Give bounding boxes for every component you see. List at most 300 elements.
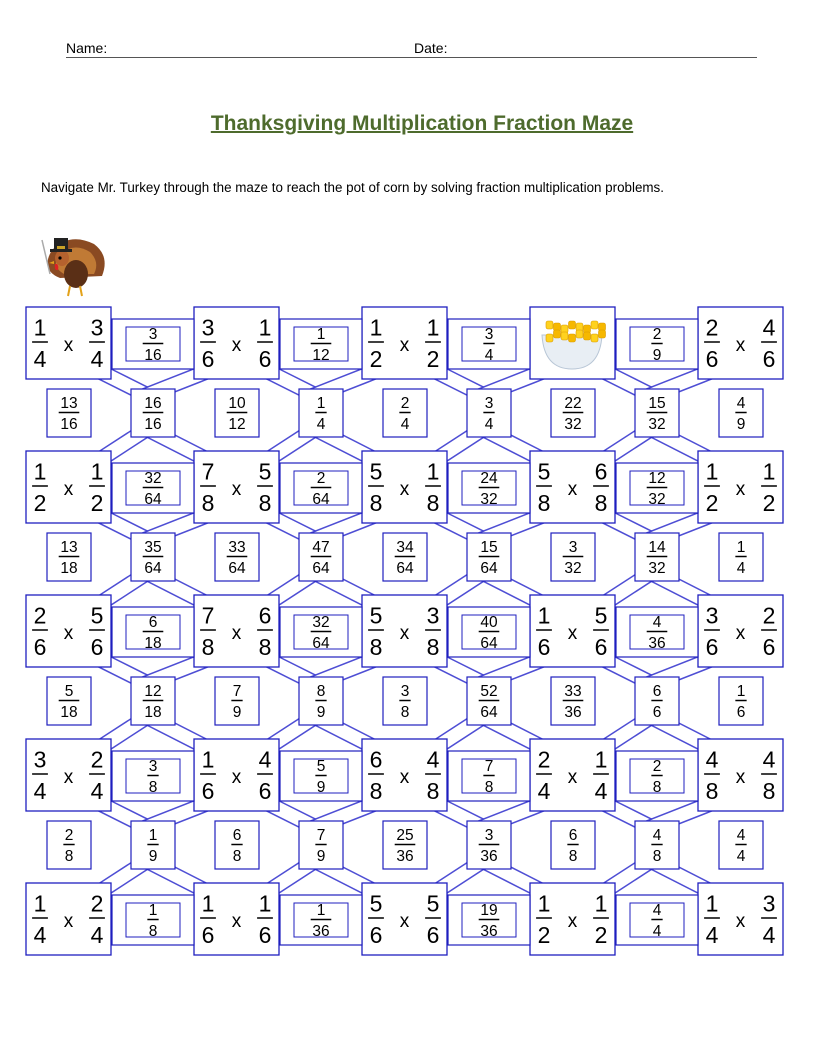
fraction-denominator: 6	[201, 778, 215, 804]
fraction-numerator: 5	[369, 458, 383, 485]
answer-cell	[131, 533, 175, 581]
fraction-numerator: 4	[652, 902, 662, 920]
fraction-numerator: 5	[426, 890, 440, 917]
times-operator: x	[567, 911, 578, 932]
fraction-denominator: 6	[369, 922, 383, 948]
fraction-numerator: 3	[484, 827, 494, 845]
fraction-numerator: 3	[400, 683, 410, 701]
fraction-denominator: 4	[33, 922, 47, 948]
fraction-numerator: 4	[762, 746, 776, 773]
fraction-numerator: 2	[652, 758, 662, 776]
problem-cell	[362, 307, 447, 379]
fraction-numerator: 2	[90, 890, 104, 917]
answer-cell	[215, 533, 259, 581]
fraction-denominator: 32	[564, 560, 582, 577]
fraction-numerator: 1	[201, 890, 215, 917]
fraction-numerator: 12	[144, 683, 162, 701]
fraction-denominator: 6	[201, 346, 215, 372]
fraction-numerator: 34	[396, 539, 414, 557]
fraction-numerator: 4	[426, 746, 440, 773]
times-operator: x	[399, 911, 410, 932]
fraction-numerator: 13	[60, 395, 78, 413]
fraction-denominator: 6	[90, 634, 104, 660]
times-operator: x	[735, 767, 746, 788]
problem-cell	[362, 883, 447, 955]
fraction-denominator: 64	[312, 635, 330, 652]
fraction-numerator: 4	[652, 614, 662, 632]
times-operator: x	[231, 911, 242, 932]
fraction-numerator: 5	[369, 890, 383, 917]
fraction-denominator: 8	[64, 848, 74, 865]
answer-cell	[131, 389, 175, 437]
times-operator: x	[231, 479, 242, 500]
fraction-denominator: 8	[484, 779, 494, 796]
fraction-denominator: 36	[648, 635, 666, 652]
fraction-numerator: 1	[148, 902, 158, 920]
answer-cell	[635, 533, 679, 581]
fraction-numerator: 6	[652, 683, 662, 701]
times-operator: x	[399, 479, 410, 500]
problem-cell	[26, 451, 111, 523]
fraction-numerator: 2	[90, 746, 104, 773]
answer-cell	[616, 463, 698, 513]
problem-cell	[698, 739, 783, 811]
fraction-denominator: 4	[90, 346, 104, 372]
fraction-denominator: 4	[652, 923, 662, 940]
answer-cell	[280, 895, 362, 945]
answer-cell	[448, 751, 530, 801]
fraction-numerator: 1	[762, 458, 776, 485]
fraction-numerator: 6	[148, 614, 158, 632]
fraction-numerator: 1	[258, 890, 272, 917]
fraction-numerator: 47	[312, 539, 330, 557]
fraction-denominator: 8	[258, 490, 272, 516]
fraction-numerator: 6	[568, 827, 578, 845]
fraction-denominator: 4	[484, 347, 494, 364]
fraction-numerator: 8	[316, 683, 326, 701]
fraction-numerator: 3	[762, 890, 776, 917]
fraction-denominator: 6	[705, 346, 719, 372]
fraction-numerator: 3	[201, 314, 215, 341]
fraction-numerator: 3	[148, 326, 158, 344]
fraction-denominator: 32	[480, 491, 498, 508]
fraction-numerator: 15	[648, 395, 666, 413]
fraction-numerator: 2	[400, 395, 410, 413]
fraction-denominator: 18	[144, 635, 162, 652]
answer-cell	[635, 389, 679, 437]
fraction-denominator: 64	[144, 560, 162, 577]
fraction-numerator: 35	[144, 539, 162, 557]
fraction-numerator: 1	[537, 602, 551, 629]
fraction-denominator: 2	[537, 922, 551, 948]
fraction-numerator: 1	[33, 314, 47, 341]
fraction-denominator: 4	[33, 778, 47, 804]
times-operator: x	[735, 623, 746, 644]
fraction-denominator: 4	[484, 416, 494, 433]
times-operator: x	[63, 767, 74, 788]
fraction-numerator: 1	[316, 326, 326, 344]
fraction-denominator: 18	[144, 704, 162, 721]
times-operator: x	[735, 479, 746, 500]
fraction-numerator: 3	[484, 395, 494, 413]
answer-cell	[112, 895, 194, 945]
fraction-denominator: 8	[258, 634, 272, 660]
problem-cell	[698, 883, 783, 955]
fraction-numerator: 1	[258, 314, 272, 341]
fraction-denominator: 8	[652, 848, 662, 865]
fraction-numerator: 2	[33, 602, 47, 629]
times-operator: x	[231, 767, 242, 788]
problem-cell	[194, 883, 279, 955]
fraction-denominator: 8	[594, 490, 608, 516]
answer-cell	[280, 607, 362, 657]
answer-cell	[551, 677, 595, 725]
problem-cell	[26, 595, 111, 667]
answer-cell	[551, 389, 595, 437]
fraction-numerator: 3	[33, 746, 47, 773]
fraction-denominator: 64	[312, 560, 330, 577]
answer-cell	[719, 533, 763, 581]
page-title: Thanksgiving Multiplication Fraction Maze	[210, 112, 634, 135]
fraction-denominator: 32	[564, 416, 582, 433]
problem-cell	[194, 307, 279, 379]
fraction-denominator: 6	[426, 922, 440, 948]
problem-cell	[530, 451, 615, 523]
fraction-denominator: 6	[762, 634, 776, 660]
fraction-denominator: 6	[652, 704, 662, 721]
times-operator: x	[63, 911, 74, 932]
fraction-denominator: 4	[316, 416, 326, 433]
date-label: Date:	[414, 40, 448, 56]
fraction-denominator: 9	[316, 704, 326, 721]
fraction-numerator: 3	[568, 539, 578, 557]
times-operator: x	[231, 335, 242, 356]
answer-cell	[467, 677, 511, 725]
fraction-numerator: 6	[594, 458, 608, 485]
answer-cell	[299, 677, 343, 725]
problem-cell	[530, 883, 615, 955]
fraction-denominator: 2	[705, 490, 719, 516]
answer-cell	[299, 821, 343, 869]
fraction-numerator: 5	[64, 683, 74, 701]
fraction-numerator: 4	[736, 395, 746, 413]
fraction-numerator: 2	[64, 827, 74, 845]
problem-cell	[194, 595, 279, 667]
answer-cell	[383, 533, 427, 581]
fraction-denominator: 8	[148, 779, 158, 796]
answer-cell	[280, 319, 362, 369]
answer-cell	[299, 533, 343, 581]
answer-cell	[215, 677, 259, 725]
fraction-numerator: 4	[258, 746, 272, 773]
fraction-numerator: 1	[90, 458, 104, 485]
problem-cell	[194, 739, 279, 811]
fraction-numerator: 22	[564, 395, 582, 413]
fraction-denominator: 2	[594, 922, 608, 948]
fraction-denominator: 4	[537, 778, 551, 804]
fraction-denominator: 6	[705, 634, 719, 660]
fraction-denominator: 6	[537, 634, 551, 660]
fraction-denominator: 32	[648, 491, 666, 508]
times-operator: x	[735, 911, 746, 932]
fraction-numerator: 1	[316, 902, 326, 920]
answer-cell	[616, 607, 698, 657]
fraction-denominator: 64	[228, 560, 246, 577]
answer-cell	[467, 389, 511, 437]
fraction-denominator: 4	[762, 922, 776, 948]
answer-cell	[299, 389, 343, 437]
fraction-numerator: 32	[312, 614, 330, 632]
fraction-numerator: 15	[480, 539, 498, 557]
answer-cell	[47, 677, 91, 725]
fraction-numerator: 1	[148, 827, 158, 845]
fraction-numerator: 1	[594, 890, 608, 917]
answer-cell	[467, 533, 511, 581]
fraction-numerator: 2	[316, 470, 326, 488]
fraction-numerator: 19	[480, 902, 498, 920]
fraction-numerator: 6	[369, 746, 383, 773]
fraction-denominator: 8	[762, 778, 776, 804]
answer-cell	[616, 751, 698, 801]
times-operator: x	[567, 479, 578, 500]
fraction-numerator: 5	[316, 758, 326, 776]
fraction-denominator: 2	[90, 490, 104, 516]
fraction-denominator: 8	[705, 778, 719, 804]
fraction-numerator: 3	[484, 326, 494, 344]
fraction-numerator: 4	[736, 827, 746, 845]
fraction-numerator: 5	[594, 602, 608, 629]
fraction-denominator: 64	[480, 704, 498, 721]
fraction-numerator: 14	[648, 539, 666, 557]
answer-cell	[448, 895, 530, 945]
fraction-denominator: 36	[480, 923, 498, 940]
answer-cell	[47, 389, 91, 437]
fraction-denominator: 36	[564, 704, 582, 721]
fraction-numerator: 52	[480, 683, 498, 701]
fraction-denominator: 12	[228, 416, 246, 433]
fraction-denominator: 6	[201, 922, 215, 948]
fraction-numerator: 2	[705, 314, 719, 341]
fraction-denominator: 4	[90, 922, 104, 948]
fraction-denominator: 4	[90, 778, 104, 804]
answer-cell	[131, 821, 175, 869]
fraction-denominator: 2	[426, 346, 440, 372]
fraction-denominator: 64	[480, 635, 498, 652]
answer-cell	[112, 463, 194, 513]
fraction-numerator: 5	[369, 602, 383, 629]
fraction-denominator: 8	[232, 848, 242, 865]
fraction-numerator: 25	[396, 827, 414, 845]
fraction-numerator: 4	[652, 827, 662, 845]
answer-cell	[280, 751, 362, 801]
fraction-numerator: 3	[90, 314, 104, 341]
answer-cell	[112, 607, 194, 657]
fraction-denominator: 6	[258, 778, 272, 804]
fraction-numerator: 1	[426, 314, 440, 341]
problem-cell	[530, 739, 615, 811]
fraction-denominator: 4	[33, 346, 47, 372]
fraction-numerator: 1	[736, 539, 746, 557]
fraction-denominator: 6	[258, 922, 272, 948]
fraction-numerator: 7	[484, 758, 494, 776]
fraction-denominator: 9	[652, 347, 662, 364]
answer-cell	[280, 463, 362, 513]
problem-cell	[362, 739, 447, 811]
fraction-numerator: 1	[705, 458, 719, 485]
fraction-denominator: 36	[396, 848, 414, 865]
answer-cell	[47, 821, 91, 869]
answer-cell	[47, 533, 91, 581]
answer-cell	[719, 389, 763, 437]
answer-cell	[383, 677, 427, 725]
times-operator: x	[63, 335, 74, 356]
fraction-numerator: 1	[201, 746, 215, 773]
fraction-denominator: 2	[369, 346, 383, 372]
fraction-denominator: 2	[33, 490, 47, 516]
fraction-numerator: 1	[369, 314, 383, 341]
fraction-numerator: 40	[480, 614, 498, 632]
answer-cell	[616, 895, 698, 945]
times-operator: x	[399, 335, 410, 356]
fraction-denominator: 64	[312, 491, 330, 508]
fraction-numerator: 1	[426, 458, 440, 485]
fraction-numerator: 2	[762, 602, 776, 629]
fraction-numerator: 1	[316, 395, 326, 413]
problem-cell	[26, 883, 111, 955]
fraction-denominator: 64	[480, 560, 498, 577]
fraction-numerator: 32	[144, 470, 162, 488]
fraction-denominator: 6	[594, 634, 608, 660]
fraction-denominator: 4	[736, 560, 746, 577]
times-operator: x	[63, 479, 74, 500]
answer-cell	[551, 533, 595, 581]
fraction-numerator: 12	[648, 470, 666, 488]
fraction-denominator: 4	[400, 416, 410, 433]
fraction-numerator: 5	[258, 458, 272, 485]
fraction-denominator: 16	[60, 416, 78, 433]
problem-cell	[698, 451, 783, 523]
fraction-denominator: 8	[426, 778, 440, 804]
fraction-denominator: 6	[736, 704, 746, 721]
fraction-numerator: 7	[201, 458, 215, 485]
fraction-denominator: 4	[594, 778, 608, 804]
problem-cell	[26, 307, 111, 379]
fraction-denominator: 8	[426, 490, 440, 516]
fraction-numerator: 13	[60, 539, 78, 557]
fraction-denominator: 8	[369, 778, 383, 804]
times-operator: x	[231, 623, 242, 644]
answer-cell	[383, 389, 427, 437]
fraction-denominator: 8	[537, 490, 551, 516]
answer-cell	[215, 821, 259, 869]
fraction-denominator: 8	[201, 634, 215, 660]
fraction-numerator: 7	[316, 827, 326, 845]
fraction-numerator: 1	[705, 890, 719, 917]
name-label: Name:	[66, 40, 108, 56]
fraction-denominator: 6	[33, 634, 47, 660]
fraction-numerator: 3	[426, 602, 440, 629]
fraction-numerator: 10	[228, 395, 246, 413]
answer-cell	[635, 821, 679, 869]
answer-cell	[215, 389, 259, 437]
problem-cell	[26, 739, 111, 811]
fraction-numerator: 1	[33, 890, 47, 917]
fraction-numerator: 5	[537, 458, 551, 485]
fraction-denominator: 8	[369, 634, 383, 660]
fraction-denominator: 36	[480, 848, 498, 865]
times-operator: x	[399, 623, 410, 644]
fraction-denominator: 16	[144, 416, 162, 433]
answer-cell	[112, 751, 194, 801]
fraction-denominator: 8	[568, 848, 578, 865]
times-operator: x	[63, 623, 74, 644]
times-operator: x	[399, 767, 410, 788]
fraction-numerator: 4	[762, 314, 776, 341]
times-operator: x	[567, 767, 578, 788]
answer-cell	[719, 677, 763, 725]
times-operator: x	[567, 623, 578, 644]
problem-cell	[698, 595, 783, 667]
fraction-numerator: 5	[90, 602, 104, 629]
fraction-numerator: 33	[228, 539, 246, 557]
fraction-denominator: 4	[705, 922, 719, 948]
goal-cell	[530, 307, 615, 379]
fraction-denominator: 6	[258, 346, 272, 372]
answer-cell	[467, 821, 511, 869]
fraction-denominator: 6	[762, 346, 776, 372]
answer-cell	[448, 463, 530, 513]
fraction-denominator: 18	[60, 704, 78, 721]
problem-cell	[362, 595, 447, 667]
fraction-denominator: 8	[148, 923, 158, 940]
fraction-denominator: 9	[232, 704, 242, 721]
answer-cell	[616, 319, 698, 369]
fraction-denominator: 8	[369, 490, 383, 516]
fraction-denominator: 16	[144, 347, 162, 364]
problem-cell	[194, 451, 279, 523]
problem-cell	[530, 595, 615, 667]
fraction-numerator: 2	[537, 746, 551, 773]
fraction-denominator: 9	[316, 848, 326, 865]
fraction-numerator: 1	[537, 890, 551, 917]
fraction-numerator: 7	[232, 683, 242, 701]
fraction-denominator: 9	[316, 779, 326, 796]
fraction-numerator: 2	[652, 326, 662, 344]
fraction-numerator: 1	[736, 683, 746, 701]
answer-cell	[131, 677, 175, 725]
fraction-denominator: 64	[144, 491, 162, 508]
answer-cell	[551, 821, 595, 869]
fraction-denominator: 9	[148, 848, 158, 865]
fraction-denominator: 8	[400, 704, 410, 721]
answer-cell	[635, 677, 679, 725]
fraction-numerator: 3	[148, 758, 158, 776]
problem-cell	[698, 307, 783, 379]
fraction-denominator: 36	[312, 923, 330, 940]
fraction-denominator: 9	[736, 416, 746, 433]
fraction-numerator: 4	[705, 746, 719, 773]
fraction-numerator: 1	[33, 458, 47, 485]
answer-cell	[448, 607, 530, 657]
fraction-numerator: 3	[705, 602, 719, 629]
fraction-denominator: 32	[648, 560, 666, 577]
fraction-denominator: 32	[648, 416, 666, 433]
fraction-numerator: 24	[480, 470, 498, 488]
fraction-numerator: 7	[201, 602, 215, 629]
fraction-numerator: 6	[232, 827, 242, 845]
fraction-numerator: 16	[144, 395, 162, 413]
fraction-numerator: 33	[564, 683, 582, 701]
